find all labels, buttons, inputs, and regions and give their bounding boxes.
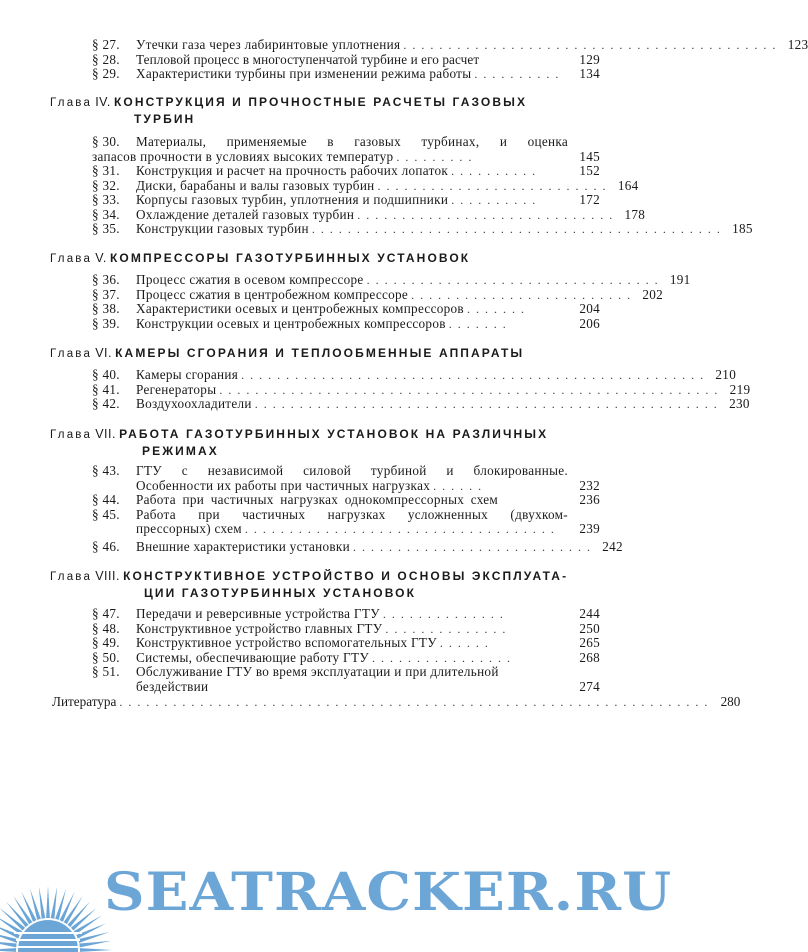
section-number: § 27. xyxy=(92,37,120,52)
section-title: Процесс сжатия в центробежном компрессоре xyxy=(136,286,409,302)
toc-entry[interactable]: § 33. Корпусы газовых турбин, уплотнения и подшипники .......... 172 xyxy=(92,192,600,207)
page-number: 152 xyxy=(579,163,600,178)
section-title: Работа при частичных нагрузках усложненных (двухком- xyxy=(136,506,568,522)
section-title: Конструкции осевых и центробежных компрессоров xyxy=(136,315,446,331)
chapter-number: VI. xyxy=(95,346,112,360)
chapter-heading xyxy=(50,426,580,460)
toc-entry[interactable]: § 47. Передачи и реверсивные устройства ГТУ .............. 244 xyxy=(92,606,600,621)
page-number: 172 xyxy=(579,192,600,207)
section-number: § 42. xyxy=(92,396,120,411)
chapter-label: Глава xyxy=(50,571,93,583)
section-title: Утечки газа через лабиринтовые уплотнения xyxy=(136,37,401,52)
page-number: 244 xyxy=(579,606,600,621)
toc-entry[interactable]: § 48. Конструктивное устройство главных ГТУ .............. 250 xyxy=(92,620,600,636)
section-title: Характеристики турбины при изменении режима работы xyxy=(136,66,472,81)
chapter-title-cont: РЕЖИМАХ xyxy=(142,444,219,458)
toc-entry[interactable]: § 40. Камеры сгорания .................................................... 210 xyxy=(92,367,737,382)
section-title-cont: Особенности их работы при частичных нагрузках xyxy=(136,477,431,493)
section-number: § 34. xyxy=(92,206,120,222)
section-number: § 41. xyxy=(92,381,120,397)
section-number: § 48. xyxy=(92,620,120,636)
toc-entry[interactable] xyxy=(92,665,600,694)
chapter-title: КОНСТРУКТИВНОЕ УСТРОЙСТВО И ОСНОВЫ ЭКСПЛУАТА- xyxy=(123,569,569,583)
page-number: 232 xyxy=(579,477,600,493)
section-title: Обслуживание ГТУ во время эксплуатации и при длительной xyxy=(136,664,499,679)
section-title: Материалы, применяемые в газовых турбинах, и оценка xyxy=(136,134,568,149)
section-number: § 49. xyxy=(92,635,120,650)
section-number: § 37. xyxy=(92,286,120,302)
section-title: Конструкции газовых турбин xyxy=(136,221,309,236)
section-number: § 36. xyxy=(92,272,120,287)
page-number: 242 xyxy=(602,539,623,554)
section-number: § 33. xyxy=(92,192,120,207)
page-number: 204 xyxy=(579,301,600,316)
toc-entry[interactable]: § 36. Процесс сжатия в осевом компрессоре ................................. 191 xyxy=(92,272,691,287)
toc-entry[interactable]: § 27. Утечки газа через лабиринтовые уплотнения .......................................... 123 xyxy=(92,37,808,52)
chapter-number: IV. xyxy=(95,95,111,109)
page-number: 268 xyxy=(579,649,600,665)
page-number: 236 xyxy=(579,492,600,507)
chapter-label: Глава xyxy=(50,429,93,441)
page-number: 178 xyxy=(624,206,646,222)
toc-entry[interactable]: § 39. Конструкции осевых и центробежных компрессоров ....... 206 xyxy=(92,315,600,331)
section-number: § 45. xyxy=(92,506,120,522)
section-title: Процесс сжатия в осевом компрессоре xyxy=(136,272,364,287)
chapter-number: V. xyxy=(95,251,107,265)
chapter-heading xyxy=(50,345,580,362)
section-number: § 38. xyxy=(92,301,120,316)
section-title: Воздухоохладители xyxy=(136,396,252,411)
chapter-label: Глава xyxy=(50,348,93,360)
sun-ray xyxy=(0,948,16,952)
section-number: § 40. xyxy=(92,367,120,382)
page-number: 202 xyxy=(642,286,664,302)
toc-entry[interactable]: § 29. Характеристики турбины при изменении режима работы .......... 134 xyxy=(92,66,600,81)
section-title: Регенераторы xyxy=(136,381,217,397)
section-title: ГТУ с независимой силовой турбиной и блокированные. xyxy=(136,463,568,478)
sun-ray xyxy=(79,941,111,947)
page-number: 274 xyxy=(579,678,600,694)
section-title: Охлаждение деталей газовых турбин xyxy=(136,206,355,222)
toc-entry[interactable]: § 35. Конструкции газовых турбин .............................................. 185 xyxy=(92,221,753,236)
section-number: § 46. xyxy=(92,539,120,554)
toc-entry[interactable]: § 31. Конструкция и расчет на прочность рабочих лопаток .......... 152 xyxy=(92,163,600,178)
section-title: Системы, обеспечивающие работу ГТУ xyxy=(136,649,369,665)
chapter-title-cont: ТУРБИН xyxy=(134,112,196,126)
sun-ray xyxy=(46,886,50,918)
toc-entry[interactable]: § 32. Диски, барабаны и валы газовых турбин .......................... 164 xyxy=(92,177,639,193)
toc-entry[interactable] xyxy=(92,53,600,68)
chapter-title-cont: ЦИИ ГАЗОТУРБИННЫХ УСТАНОВОК xyxy=(144,586,417,600)
toc-entry-literature[interactable]: Литература .................................................................. 280 xyxy=(52,694,741,709)
page-number: 164 xyxy=(617,177,639,193)
section-title: Конструктивное устройство вспомогательных ГТУ xyxy=(136,635,437,650)
chapter-heading xyxy=(50,568,580,602)
toc-entry[interactable]: § 50. Системы, обеспечивающие работу ГТУ ................ 268 xyxy=(92,649,600,665)
section-title: Тепловой процесс в многоступенчатой турбине и его расчет xyxy=(136,51,480,67)
section-title-cont: прессорных) схем xyxy=(136,521,242,536)
toc-entry[interactable]: § 43. ГТУ с независимой силовой турбиной и блокированные. Особенности их работы при частичных нагрузках ...... 232 xyxy=(92,463,600,493)
page-number: 191 xyxy=(669,272,691,287)
section-number: § 28. xyxy=(92,51,120,67)
chapter-title: КОНСТРУКЦИЯ И ПРОЧНОСТНЫЕ РАСЧЕТЫ ГАЗОВЫХ xyxy=(113,95,528,109)
chapter-title: РАБОТА ГАЗОТУРБИННЫХ УСТАНОВОК НА РАЗЛИЧНЫХ xyxy=(119,427,549,441)
page-number: 134 xyxy=(579,66,600,81)
toc-entry[interactable]: § 37. Процесс сжатия в центробежном компрессоре ......................... 202 xyxy=(92,286,664,302)
toc-entry[interactable]: § 34. Охлаждение деталей газовых турбин ............................. 178 xyxy=(92,206,646,222)
section-title: Камеры сгорания xyxy=(136,367,239,382)
section-title: Корпусы газовых турбин, уплотнения и подшипники xyxy=(136,192,449,207)
page-number: 219 xyxy=(729,381,751,397)
chapter-number: VIII. xyxy=(95,569,120,583)
watermark-text: SEATRACKER.RU xyxy=(104,862,673,923)
section-number: § 43. xyxy=(92,463,120,478)
section-number: § 30. xyxy=(92,134,120,149)
section-number: § 44. xyxy=(92,492,120,507)
section-title: Работа при частичных нагрузках однокомпрессорных схем xyxy=(136,492,499,507)
page-number: 280 xyxy=(720,694,741,709)
chapter-number: VII. xyxy=(95,427,116,441)
page-number: 129 xyxy=(579,51,600,67)
section-number: § 31. xyxy=(92,163,120,178)
toc-entry[interactable]: § 41. Регенераторы ........................................................ 219 xyxy=(92,381,751,397)
toc-entry[interactable] xyxy=(92,493,600,508)
section-number: § 47. xyxy=(92,606,120,621)
sun-ray xyxy=(80,948,112,952)
section-title-cont: бездействии xyxy=(136,678,209,694)
toc-entry[interactable]: § 30. Материалы, применяемые в газовых турбинах, и оценка запасов прочности в условиях высоких температур ......... 145 xyxy=(92,134,600,164)
page-number: 185 xyxy=(732,221,753,236)
section-number: § 50. xyxy=(92,649,120,665)
section-title: Конструкция и расчет на прочность рабочих лопаток xyxy=(136,163,449,178)
chapter-heading xyxy=(50,94,580,128)
section-title: Диски, барабаны и валы газовых турбин xyxy=(136,177,375,193)
page-number: 265 xyxy=(579,635,600,650)
chapter-heading xyxy=(50,250,580,267)
section-number: § 51. xyxy=(92,664,120,679)
chapter-label: Глава xyxy=(50,97,93,109)
toc-entry[interactable]: § 42. Воздухоохладители .................................................... 230 xyxy=(92,396,750,411)
page-number: 206 xyxy=(579,315,600,331)
page-number: 230 xyxy=(729,396,750,411)
section-title: Передачи и реверсивные устройства ГТУ xyxy=(136,606,380,621)
toc-entry[interactable]: § 38. Характеристики осевых и центробежных компрессоров ....... 204 xyxy=(92,301,600,316)
sun-ray xyxy=(51,887,57,919)
sun-ray xyxy=(39,887,45,919)
section-title-cont: запасов прочности в условиях высоких температур xyxy=(92,148,394,164)
section-title: Конструктивное устройство главных ГТУ xyxy=(136,620,383,636)
section-number: § 29. xyxy=(92,66,120,81)
section-number: § 32. xyxy=(92,177,120,193)
page-number: 210 xyxy=(715,367,737,382)
chapter-label: Глава xyxy=(50,253,93,265)
page-number: 250 xyxy=(579,620,600,636)
section-title: Характеристики осевых и центробежных компрессоров xyxy=(136,301,464,316)
page-number: 123 xyxy=(787,37,808,52)
page-number: 239 xyxy=(579,521,600,536)
toc-entry[interactable]: § 49. Конструктивное устройство вспомогательных ГТУ ...... 265 xyxy=(92,635,600,650)
section-number: § 35. xyxy=(92,221,120,236)
toc-entry[interactable]: § 46. Внешние характеристики установки ........................... 242 xyxy=(92,539,623,554)
section-number: § 39. xyxy=(92,315,120,331)
chapter-title: КАМЕРЫ СГОРАНИЯ И ТЕПЛООБМЕННЫЕ АППАРАТЫ xyxy=(115,346,525,360)
section-title: Литература xyxy=(52,694,117,709)
chapter-title: КОМПРЕССОРЫ ГАЗОТУРБИННЫХ УСТАНОВОК xyxy=(110,251,471,265)
toc-entry[interactable]: § 45. Работа при частичных нагрузках усложненных (двухком- прессорных) схем ................................... 239 xyxy=(92,506,600,536)
section-title: Внешние характеристики установки xyxy=(136,539,350,554)
page-number: 145 xyxy=(579,148,600,164)
